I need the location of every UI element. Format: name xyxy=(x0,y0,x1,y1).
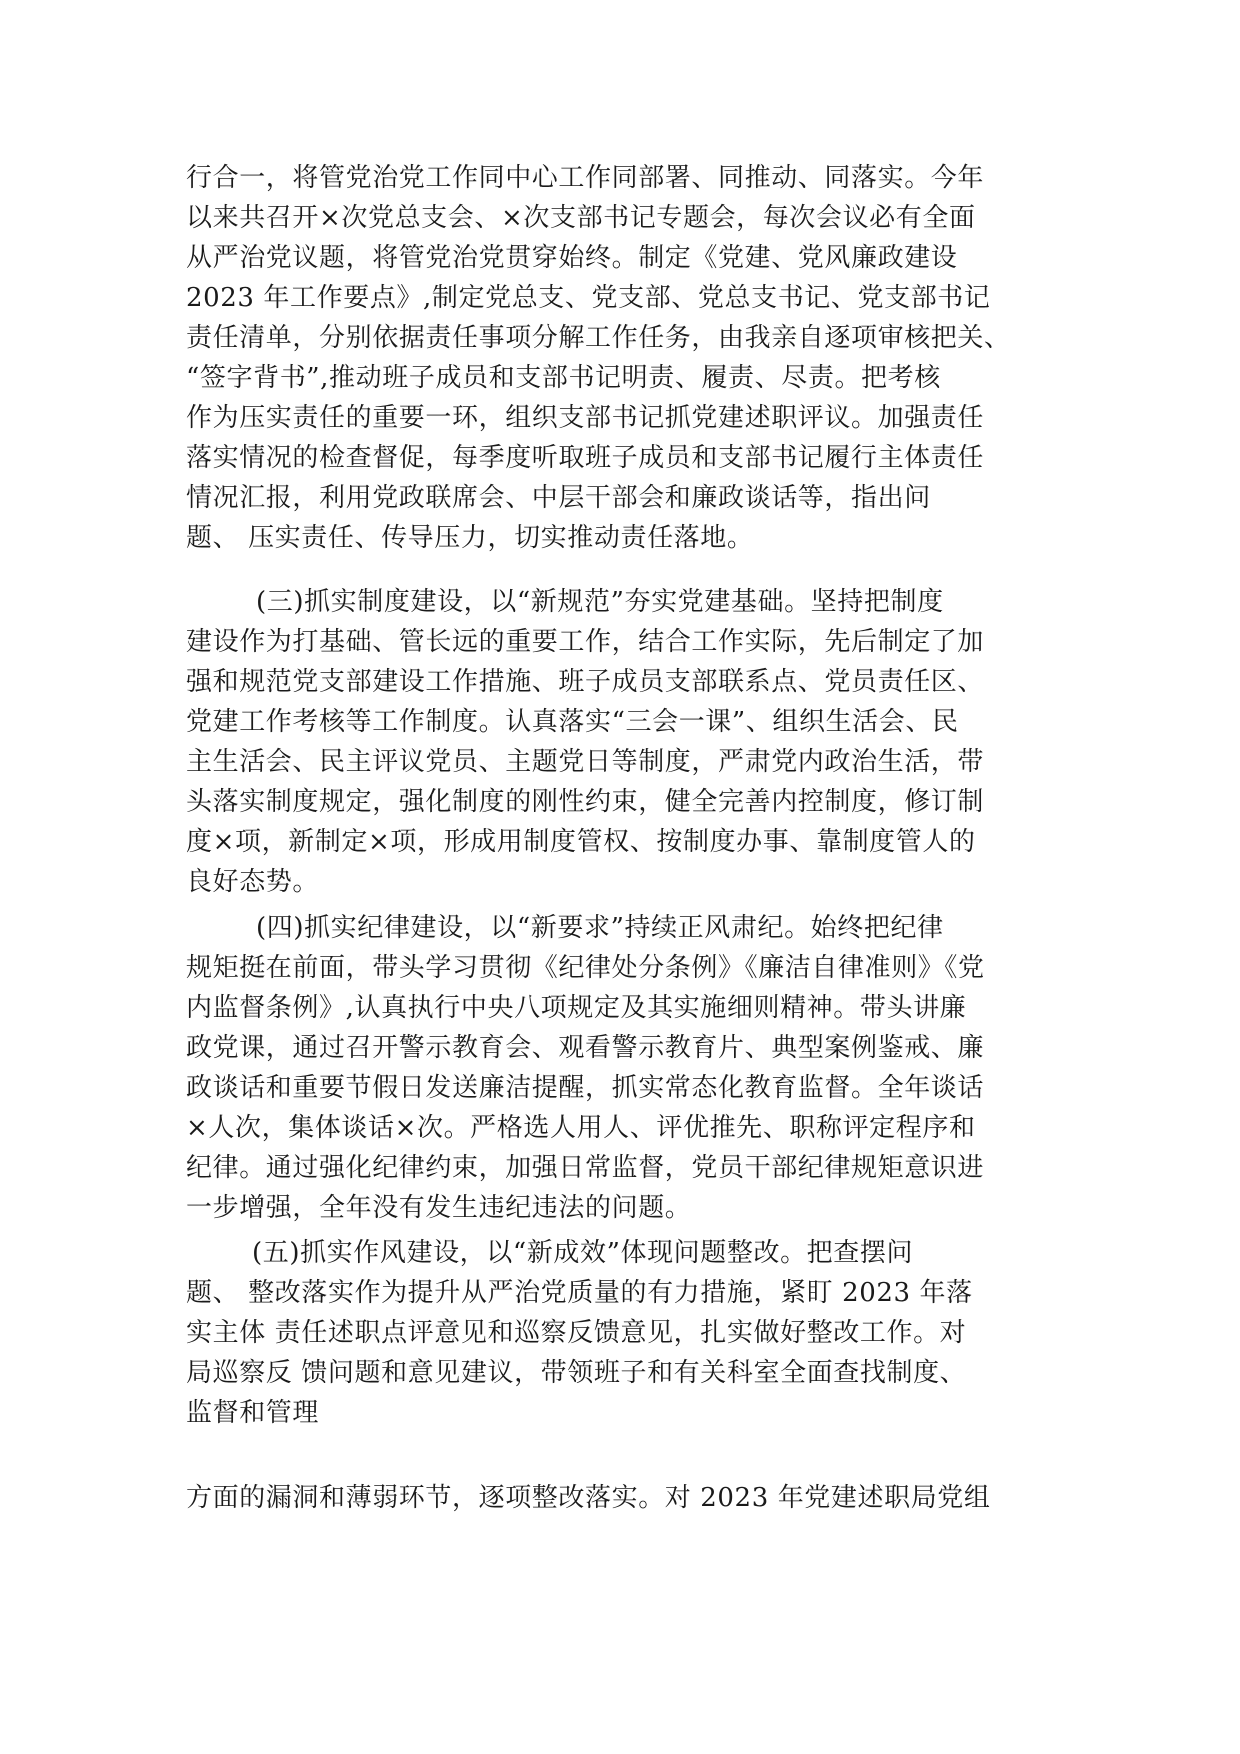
paragraph-system-building xyxy=(186,582,1066,902)
text-line: 局巡察反 馈问题和意见建议，带领班子和有关科室全面查找制度、 xyxy=(186,1358,967,1388)
text-line: 一步增强，全年没有发生违纪违法的问题。 xyxy=(186,1193,692,1223)
paragraph-work-style xyxy=(186,1233,1066,1433)
paragraph-discipline-building xyxy=(186,908,1066,1228)
text-line: 落实情况的检查督促，每季度听取班子成员和支部书记履行主体责任 xyxy=(186,443,985,473)
text-line: 政谈话和重要节假日发送廉洁提醒，抓实常态化教育监督。全年谈话 xyxy=(186,1073,985,1103)
text-line: 以来共召开×次党总支会、×次支部书记专题会，每次会议必有全面 xyxy=(186,203,976,233)
text-line: 情况汇报，利用党政联席会、中层干部会和廉政谈话等，指出问 xyxy=(186,483,931,513)
text-line: 2023 年工作要点》,制定党总支、党支部、党总支书记、党支部书记 xyxy=(186,283,991,313)
text-line: 从严治党议题，将管党治党贯穿始终。制定《党建、党风廉政建设 xyxy=(186,243,958,273)
text-line: 度×项，新制定×项，形成用制度管权、按制度办事、靠制度管人的 xyxy=(186,827,976,857)
text-line: 政党课，通过召开警示教育会、观看警示教育片、典型案例鉴戒、廉 xyxy=(186,1033,985,1063)
text-line: 方面的漏洞和薄弱环节，逐项整改落实。对 2023 年党建述职局党组 xyxy=(186,1483,991,1513)
text-line: 责任清单，分别依据责任事项分解工作任务，由我亲自逐项审核把关、 xyxy=(186,323,1011,353)
text-line: 实主体 责任述职点评意见和巡察反馈意见，扎实做好整改工作。对 xyxy=(186,1318,967,1348)
text-line: 建设作为打基础、管长远的重要工作，结合工作实际，先后制定了加 xyxy=(186,627,985,657)
text-line: 题、 压实责任、传导压力，切实推动责任落地。 xyxy=(186,523,754,553)
text-line: 规矩挺在前面，带头学习贯彻《纪律处分条例》《廉洁自律准则》《党 xyxy=(186,953,985,983)
text-line: 党建工作考核等工作制度。认真落实“三会一课”、组织生活会、民 xyxy=(186,707,959,737)
section-heading-line: (五)抓实作风建设，以“新成效”体现问题整改。把查摆问 xyxy=(252,1238,914,1268)
text-line: 作为压实责任的重要一环，组织支部书记抓党建述职评议。加强责任 xyxy=(186,403,985,433)
text-line: 监督和管理 xyxy=(186,1398,320,1428)
paragraph-responsibility xyxy=(186,158,1066,558)
section-heading-line: (四)抓实纪律建设，以“新要求”持续正风肃纪。始终把纪律 xyxy=(256,913,944,943)
text-line: ×人次，集体谈话×次。严格选人用人、评优推先、职称评定程序和 xyxy=(186,1113,976,1143)
text-line: 头落实制度规定，强化制度的刚性约束，健全完善内控制度，修订制 xyxy=(186,787,985,817)
text-line: 题、 整改落实作为提升从严治党质量的有力措施，紧盯 2023 年落 xyxy=(186,1278,973,1308)
text-line: 强和规范党支部建设工作措施、班子成员支部联系点、党员责任区、 xyxy=(186,667,985,697)
section-heading-line: (三)抓实制度建设，以“新规范”夯实党建基础。坚持把制度 xyxy=(256,587,944,617)
text-line: 良好态势。 xyxy=(186,867,320,897)
text-line: 主生活会、民主评议党员、主题党日等制度，严肃党内政治生活，带 xyxy=(186,747,985,777)
paragraph-continued xyxy=(186,1478,1066,1518)
text-line: 纪律。通过强化纪律约束，加强日常监督，党员干部纪律规矩意识进 xyxy=(186,1153,985,1183)
text-line: “签字背书”,推动班子成员和支部书记明责、履责、尽责。把考核 xyxy=(186,363,941,393)
text-line: 行合一，将管党治党工作同中心工作同部署、同推动、同落实。今年 xyxy=(186,163,985,193)
text-line: 内监督条例》,认真执行中央八项规定及其实施细则精神。带头讲廉 xyxy=(186,993,967,1023)
